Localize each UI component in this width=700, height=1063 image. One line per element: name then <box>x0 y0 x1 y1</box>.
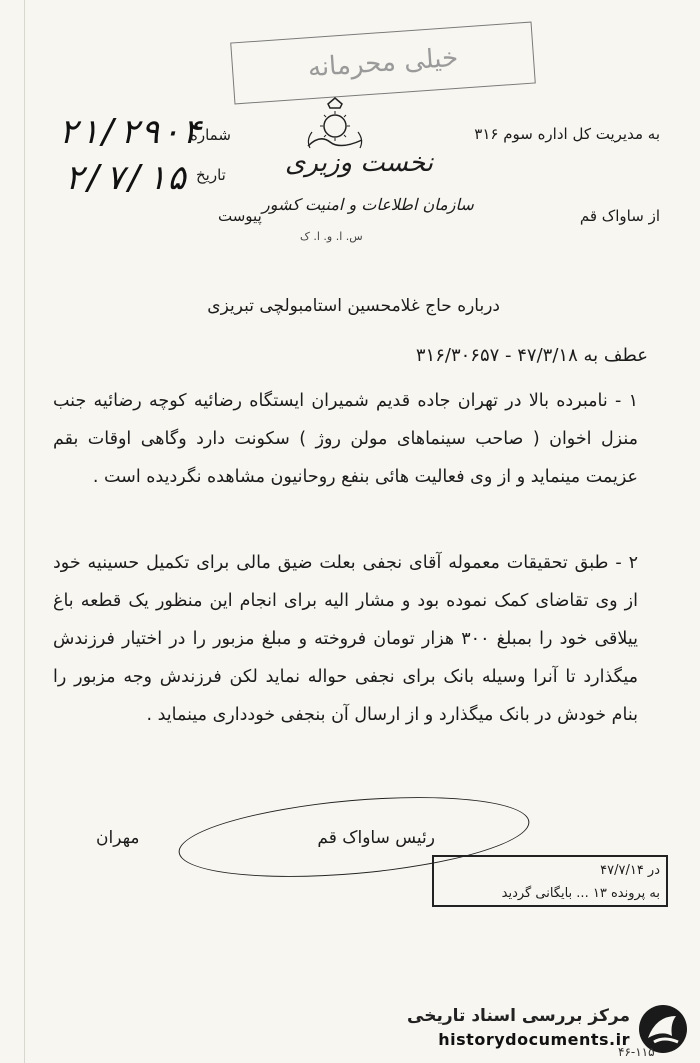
reference-value: ۴۷/۳/۱۸ - ۳۱۶/۳۰۶۵۷ <box>415 345 578 366</box>
reference-line <box>416 345 648 366</box>
number-value: ۲۱/۲۹۰۴ <box>58 112 202 152</box>
subject-line <box>207 296 500 316</box>
attachment-label: پیوست <box>218 207 262 225</box>
subject-label: درباره <box>457 296 500 316</box>
signature-title: رئیس ساواک قم <box>317 828 435 848</box>
org-subtitle: سازمان اطلاعات و امنیت کشور <box>262 195 474 214</box>
number-label: شماره <box>190 126 231 144</box>
sender-label: از <box>648 207 660 225</box>
archive-stamp-line-2: به پرونده ۱۳ ... بایگانی گردید <box>501 886 660 901</box>
classification-stamp-text: خیلی محرمانه <box>306 42 460 84</box>
watermark-name: مرکز بررسی اسناد تاریخی <box>407 1006 630 1026</box>
classification-stamp <box>230 22 536 105</box>
date-label: تاریخ <box>196 166 226 184</box>
date-value: ۲/۷/۱۵ <box>64 158 187 198</box>
recipient-value: مدیریت کل اداره سوم ۳۱۶ <box>474 125 643 143</box>
reference-label: عطف به <box>583 345 648 366</box>
org-code: س. ا. و. ا. ک <box>300 230 363 243</box>
page-number: ۴۶-۱۱۵ <box>618 1045 655 1059</box>
archive-stamp <box>432 855 668 907</box>
recipient-label: به <box>647 125 660 143</box>
fold-line <box>24 0 25 1063</box>
sender-value: ساواک قم <box>579 207 644 225</box>
paragraph-2: ۲ - طبق تحقیقات معموله آقای نجفی بعلت ضیق مالی برای تکمیل حسینیه خود از وی تقاضای کمک نموده بود و مشار الیه برای انجام این منظور یک قطعه باغ ییلاقی خود را بمبلغ ۳۰۰ هزار تومان فروخته و مبلغ مزبور را در اختیار فرزندش میگذارد تا آنرا وسیله بانک برای نجفی حواله نماید لکن فرزندش وجه مزبور را بنام خودش در بانک میگذارد و از ارسال آن بنجفی خودداری مینماید . <box>53 553 639 725</box>
lion-and-sun-emblem-icon <box>300 96 370 152</box>
recipient-line <box>474 125 660 143</box>
paragraph-1: ۱ - نامبرده بالا در تهران جاده قدیم شمیران ایستگاه رضائیه کوچه رضائیه جنب منزل اخوان ( صاحب سینماهای مولن روژ ) سکونت دارد وگاهی اوقات بقم عزیمت مینماید و از وی فعالیت هائی بنفع روحانیون مشاهده نگردیده است . <box>53 391 638 487</box>
sender-line <box>580 207 660 225</box>
archive-stamp-line-1: در ۴۷/۷/۱۴ <box>600 863 660 878</box>
watermark-url: historydocuments.ir <box>438 1030 630 1049</box>
signature-name: مهران <box>96 828 140 848</box>
org-title: نخست وزیری <box>285 148 434 178</box>
subject-value: حاج غلامحسین استامبولچی تبریزی <box>207 296 452 316</box>
